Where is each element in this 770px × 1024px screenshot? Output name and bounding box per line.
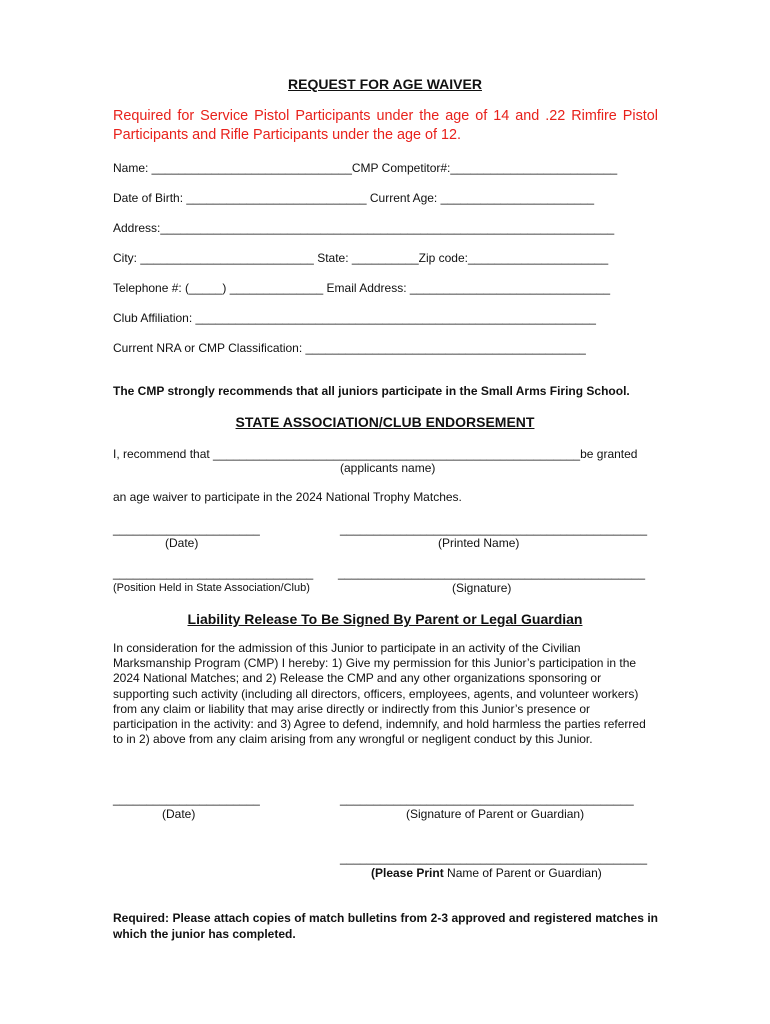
- endorsement-heading: STATE ASSOCIATION/CLUB ENDORSEMENT: [235, 414, 535, 430]
- liability-release-text: In consideration for the admission of this Junior to participate in an activity of the Civilian Marksmanship Program (CMP) I hereby: 1) Give my permission for this Junior’s participation in the 2024 National Matches; and 2) Release the CMP and any other organizations sponsoring or supporting such activity (including all directors, officers, employees, agents, and volunteer workers) from any claim or liability that may arise directly or indirectly from this Junior’s presence or participation in the activity: and 3) Agree to defend, indemnify, and hold harmless the parties referred to in 2) above from any claim arising from any wrongful or negligent conduct by this Junior.: [113, 641, 646, 747]
- classification-field[interactable]: Current NRA or CMP Classification: __________________________________________: [113, 341, 586, 355]
- liability-heading: Liability Release To Be Signed By Parent or Legal Guardian: [187, 611, 583, 627]
- name-field[interactable]: Name: ______________________________CMP Competitor#:_________________________: [113, 161, 618, 175]
- position-held-caption: (Position Held in State Association/Club): [113, 582, 310, 594]
- age-requirement-text: Required for Service Pistol Participants under the age of 14 and .22 Rimfire Pistol Participants and Rifle Participants under the age of 12.: [113, 108, 658, 143]
- guardian-signature-caption: (Signature of Parent or Guardian): [406, 807, 585, 821]
- print-name-caption-rest: Name of Parent or Guardian): [443, 866, 602, 880]
- waiver-statement: an age waiver to participate in the 2024 National Trophy Matches.: [113, 490, 462, 504]
- required-attachments-note: Required: Please attach copies of match bulletins from 2-3 approved and registered matches in which the junior has completed.: [113, 911, 658, 941]
- endorser-signature-field[interactable]: ______________________________________________: [338, 566, 645, 580]
- applicant-name-caption: (applicants name): [340, 461, 436, 475]
- address-field[interactable]: Address:____________________________________________________________________: [113, 221, 615, 235]
- city-state-zip-field[interactable]: City: __________________________ State: __________Zip code:_____________________: [113, 251, 609, 265]
- guardian-date-caption: (Date): [162, 807, 196, 821]
- date-of-birth-field[interactable]: Date of Birth: ___________________________ Current Age: _______________________: [113, 191, 595, 205]
- please-print-label: (Please Print: [371, 866, 444, 880]
- recommend-field[interactable]: I, recommend that _______________________________________________________be granted: [113, 447, 638, 461]
- club-affiliation-field[interactable]: Club Affiliation: ____________________________________________________________: [113, 311, 596, 325]
- printed-name-caption: (Printed Name): [438, 536, 520, 550]
- telephone-email-field[interactable]: Telephone #: (_____) ______________ Email Address: ______________________________: [113, 281, 611, 295]
- page-title: REQUEST FOR AGE WAIVER: [288, 76, 482, 92]
- endorsement-date-field[interactable]: ______________________: [113, 522, 260, 536]
- guardian-date-field[interactable]: ______________________: [113, 792, 260, 806]
- printed-name-field[interactable]: ______________________________________________: [340, 522, 647, 536]
- guardian-signature-field[interactable]: ____________________________________________: [340, 792, 634, 806]
- signature-caption: (Signature): [452, 581, 512, 595]
- safs-recommendation-note: The CMP strongly recommends that all juniors participate in the Small Arms Firing School.: [113, 384, 630, 398]
- position-held-field[interactable]: ______________________________: [113, 566, 314, 580]
- guardian-print-name-field[interactable]: ______________________________________________: [340, 851, 647, 865]
- date-caption: (Date): [165, 536, 199, 550]
- guardian-print-name-caption: [371, 866, 602, 880]
